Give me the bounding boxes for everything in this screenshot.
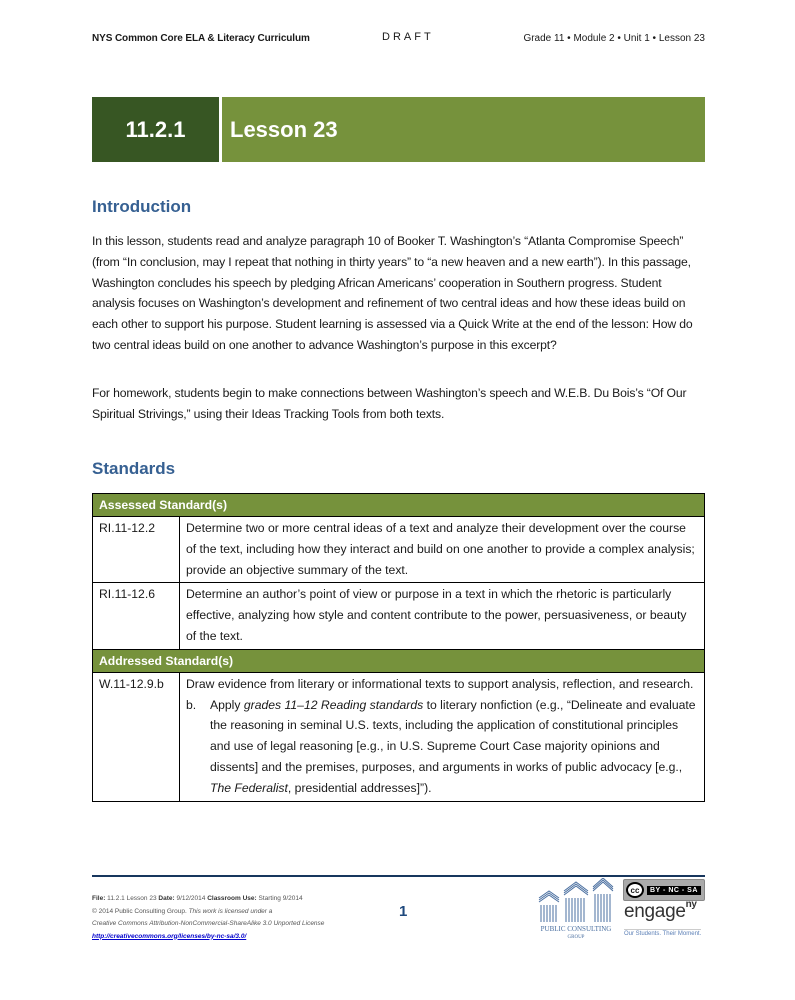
svg-text:GROUP: GROUP bbox=[567, 935, 585, 940]
lesson-number: 11.2.1 bbox=[92, 97, 219, 162]
creative-commons-badge bbox=[623, 879, 705, 901]
sub-standard bbox=[186, 695, 698, 799]
standard-description: Determine two or more central ideas of a text and analyze their development over the course of the text, including how they interact and build on one another to provide a complex analysis; provide an objective summary of the text. bbox=[180, 517, 705, 583]
table-row bbox=[93, 583, 705, 649]
table-row bbox=[93, 517, 705, 583]
license-link[interactable]: http://creativecommons.org/licenses/by-nc-sa/3.0/ bbox=[92, 932, 247, 940]
cc-terms: BY - NC - SA bbox=[647, 886, 701, 895]
cc-icon: cc bbox=[626, 882, 644, 898]
file-value: 11.2.1 Lesson 23 bbox=[105, 895, 159, 902]
footer-divider bbox=[92, 875, 705, 877]
assessed-standards-label: Assessed Standard(s) bbox=[93, 494, 705, 517]
standard-code: RI.11-12.6 bbox=[93, 583, 180, 649]
curriculum-title: NYS Common Core ELA & Literacy Curriculum bbox=[92, 33, 310, 44]
sub-standard-text bbox=[210, 695, 698, 799]
standard-description: Determine an author’s point of view or purpose in a text in which the rhetoric is particularly effective, analyzing how style and content contribute to the power, persuasiveness, or beauty of the text. bbox=[180, 583, 705, 649]
homework-paragraph: For homework, students begin to make connections between Washington’s speech and W.E.B. Du Bois’s “Of Our Spiritual Strivings,” using their Ideas Tracking Tools from both texts. bbox=[92, 386, 687, 421]
date-value: 9/12/2014 bbox=[174, 895, 208, 902]
text-segment: Apply bbox=[210, 697, 244, 712]
copyright: © 2014 Public Consulting Group. bbox=[92, 907, 187, 915]
date-label: Date: bbox=[158, 895, 175, 902]
introduction-heading: Introduction bbox=[92, 197, 192, 216]
standards-heading: Standards bbox=[92, 459, 176, 478]
use-label: Classroom Use: bbox=[207, 895, 257, 902]
text-segment: , presidential addresses]”). bbox=[287, 780, 432, 795]
file-info-line bbox=[92, 893, 324, 906]
use-value: Starting 9/2014 bbox=[256, 895, 303, 902]
engageny-tagline: Our Students. Their Moment. bbox=[624, 931, 702, 937]
lesson-title: Lesson 23 bbox=[222, 97, 705, 162]
license-name: Creative Commons Attribution-NonCommercial-ShareAlike 3.0 Unported License bbox=[92, 920, 325, 927]
draft-label: DRAFT bbox=[382, 31, 434, 43]
engage-text: engage bbox=[624, 901, 686, 922]
license-intro: This work is licensed under a bbox=[186, 907, 273, 915]
footer-info bbox=[92, 893, 324, 943]
addressed-standards-header bbox=[93, 649, 705, 672]
lesson-breadcrumb: Grade 11 • Module 2 • Unit 1 • Lesson 23 bbox=[523, 33, 705, 44]
standard-code: RI.11-12.2 bbox=[93, 517, 180, 583]
standards-table bbox=[92, 493, 705, 802]
sub-standard-letter: b. bbox=[186, 697, 197, 712]
standard-code: W.11-12.9.b bbox=[93, 672, 180, 801]
license-line bbox=[92, 918, 324, 931]
italic-segment: The Federalist bbox=[210, 780, 288, 795]
addressed-standards-label: Addressed Standard(s) bbox=[93, 649, 705, 672]
italic-segment: grades 11–12 Reading standards bbox=[243, 697, 424, 712]
page-number: 1 bbox=[399, 903, 408, 920]
introduction-paragraph: In this lesson, students read and analyze paragraph 10 of Booker T. Washington’s “Atlanta Compromise Speech” (from “In conclusion, may I repeat that nothing in thirty years” to “a new heaven and a new earth”). In this passage, Washington concludes his speech by pledging African Americans’ cooperation in Southern progress. Student analysis focuses on Washington’s development and refinement of two central ideas and how these ideas build on each other to support his purpose. Student learning is assessed via a Quick Write at the end of the lesson: How do two central ideas build on one another to advance Washington’s purpose in this excerpt? bbox=[92, 234, 693, 352]
assessed-standards-header bbox=[93, 494, 705, 517]
file-label: File: bbox=[92, 895, 106, 902]
table-row bbox=[93, 672, 705, 801]
public-consulting-group-logo bbox=[535, 878, 617, 940]
lesson-title-banner bbox=[92, 97, 705, 162]
engageny-logo bbox=[624, 898, 697, 923]
page-header bbox=[92, 33, 705, 49]
text-segment: to literary nonfiction (e.g., “Delineate and evaluate the reasoning in seminal U.S. texts, including the application of constitutional principles and use of legal reasoning [e.g., in U.S. Supreme Court Case majority opinions and dissents] and the premises, purposes, and arguments in works of public advocacy [e.g., bbox=[210, 697, 696, 774]
engage-sup: ny bbox=[685, 898, 697, 910]
standard-description-cell bbox=[180, 672, 705, 801]
copyright-line bbox=[92, 906, 324, 919]
pcg-text: PUBLIC CONSULTING bbox=[540, 925, 612, 933]
standard-description: Draw evidence from literary or informational texts to support analysis, reflection, and research. bbox=[186, 676, 694, 691]
